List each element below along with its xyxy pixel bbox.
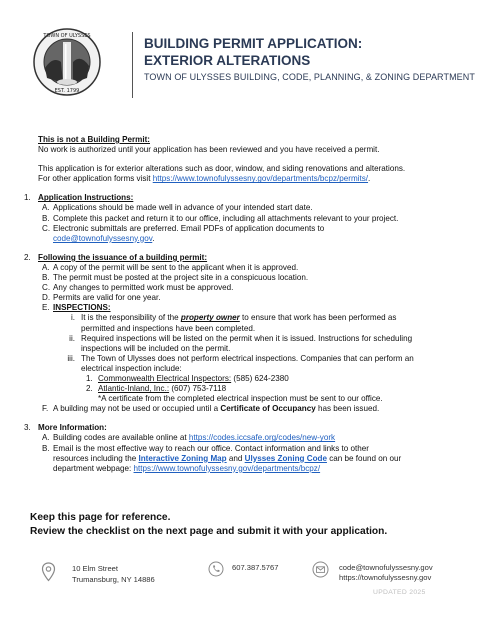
- section-3-item-b: B. Email is the most effective way to reach our office. Contact information and links to other resources including the Interactive Zoning Map and Ulysses Zoning Code can be found on our department webpage: https://www.townofulyssesny.gov/departments/bcpz/: [42, 443, 402, 473]
- interactive-zoning-map-link[interactable]: Interactive Zoning Map: [138, 453, 227, 463]
- footer-address: [72, 563, 155, 585]
- ulysses-zoning-code-link[interactable]: Ulysses Zoning Code: [244, 453, 327, 463]
- other-forms-text: For other application forms visit https://www.townofulyssesny.gov/departments/bcpz/permits/.: [38, 174, 371, 184]
- document-body: [24, 135, 458, 474]
- document-title-line2: EXTERIOR ALTERATIONS: [144, 53, 311, 68]
- section-2-item-e: E. INSPECTIONS:: [42, 303, 111, 313]
- inspection-item-i: i. It is the responsibility of the property owner to ensure that work has been performed as permitted and inspections have been completed.: [70, 313, 397, 333]
- section-1-item-a: A. Applications should be made well in advance of your intended start date.: [42, 203, 313, 213]
- section-2-heading: 2. Following the issuance of a building permit:: [24, 252, 208, 262]
- section-3-heading: 3. More Information:: [24, 423, 107, 433]
- inspector-company-1: 1. Commonwealth Electrical Inspectors: (585) 624-2380: [86, 373, 289, 383]
- section-3-item-a: A. Building codes are available online at https://codes.iccsafe.org/codes/new-york: [42, 433, 336, 443]
- section-2-item-c: C. Any changes to permitted work must be approved.: [42, 283, 234, 293]
- footer-email[interactable]: code@townofulyssesny.gov: [339, 563, 433, 572]
- document-header: [30, 28, 475, 104]
- certificate-note: *A certificate from the completed electrical inspection must be sent to our office.: [98, 394, 383, 404]
- department-subtitle: TOWN OF ULYSSES BUILDING, CODE, PLANNING, & ZONING DEPARTMENT: [144, 72, 475, 82]
- closing-instructions: [30, 511, 387, 539]
- code-email-link[interactable]: code@townofulyssesny.gov: [53, 233, 153, 243]
- header-divider: [132, 32, 133, 98]
- inspector-company-2: 2. Atlantic-Inland, Inc.: (607) 753-7118: [86, 384, 227, 394]
- section-2-item-b: B. The permit must be posted at the project site in a conspicuous location.: [42, 273, 309, 283]
- not-permit-heading: This is not a Building Permit:: [38, 135, 150, 144]
- document-title-line1: BUILDING PERMIT APPLICATION:: [144, 36, 363, 51]
- purpose-text: This application is for exterior alterations such as door, window, and siding renovations and alterations.: [38, 164, 406, 174]
- department-webpage-link[interactable]: https://www.townofulyssesny.gov/departments/bcpz/: [133, 463, 321, 473]
- section-2-item-d: D. Permits are valid for one year.: [42, 293, 161, 303]
- phone-icon: [208, 561, 224, 577]
- address-line-1: 10 Elm Street: [72, 564, 119, 573]
- section-1-item-b: B. Complete this packet and return it to our office, including all attachments relevant to your project.: [42, 213, 399, 223]
- footer-contact: [339, 563, 433, 583]
- header-titles: [144, 35, 475, 82]
- inspection-item-iii: iii. The Town of Ulysses does not perform electrical inspections. Companies that can perform an electrical inspection include:: [67, 353, 414, 373]
- keep-page-text: Keep this page for reference.: [30, 512, 171, 523]
- inspection-item-ii: ii. Required inspections will be listed on the permit when it is issued. Instructions for scheduling inspections will be included on the permit.: [69, 333, 413, 353]
- svg-text:EST. 1799: EST. 1799: [54, 88, 80, 94]
- footer-website[interactable]: https://townofulyssesny.gov: [339, 573, 432, 582]
- section-2-item-f: F. A building may not be used or occupied until a Certificate of Occupancy has been issued.: [42, 404, 380, 414]
- page-footer: [35, 560, 445, 610]
- email-icon: [312, 561, 329, 578]
- section-1-heading: 1. Application Instructions:: [24, 193, 134, 203]
- building-codes-link[interactable]: https://codes.iccsafe.org/codes/new-york: [188, 433, 336, 443]
- footer-phone: 607.387.5767: [232, 563, 279, 572]
- permits-page-link[interactable]: https://www.townofulyssesny.gov/departments/bcpz/permits/: [152, 174, 369, 184]
- section-1-item-c: C. Electronic submittals are preferred. Email PDFs of application documents to code@townofulyssesny.gov.: [42, 223, 325, 243]
- section-2-item-a: A. A copy of the permit will be sent to the applicant when it is approved.: [42, 262, 299, 272]
- property-owner-emphasis: property owner: [180, 313, 240, 323]
- review-checklist-text: Review the checklist on the next page and submit it with your application.: [30, 526, 388, 537]
- town-seal-logo: [33, 28, 101, 96]
- updated-stamp: UPDATED 2025: [373, 589, 426, 596]
- not-permit-text: No work is authorized until your application has been reviewed and you have received a permit.: [38, 145, 380, 155]
- address-line-2: Trumansburg, NY 14886: [72, 575, 155, 584]
- svg-text:TOWN OF ULYSSES: TOWN OF ULYSSES: [43, 33, 91, 39]
- location-pin-icon: [41, 562, 56, 582]
